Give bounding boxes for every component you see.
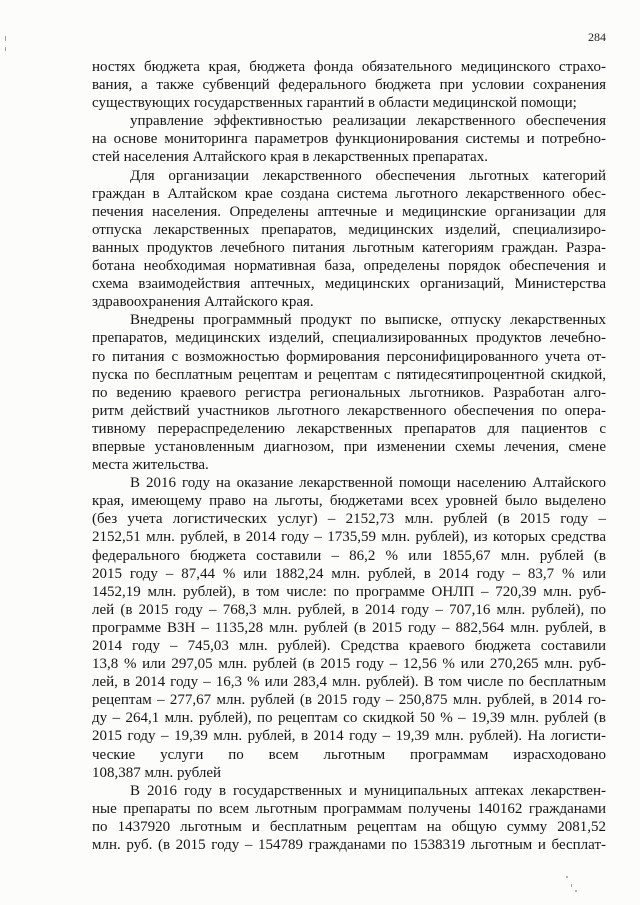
text-line: ду – 264,1 млн. рублей), по рецептам со скидкой 50 % – 19,39 млн. рублей (в — [92, 710, 606, 727]
text-line: 2015 году – 87,44 % или 1882,24 млн. рублей, в 2014 году – 83,7 % или — [92, 565, 606, 582]
text-line: места жительства. — [92, 457, 209, 474]
text-line: стей населения Алтайского края в лекарственных препаратах. — [92, 149, 488, 166]
text-line: 1452,19 млн. рублей), в том числе: по программе ОНЛП – 720,39 млн. руб- — [92, 583, 606, 600]
text-line: 2014 году – 745,03 млн. рублей). Средства краевого бюджета составили — [92, 638, 606, 654]
text-line: пуска по бесплатным рецептам и рецептам с пятидесятипроцентной скидкой, — [92, 366, 606, 383]
scan-speck — [571, 884, 572, 887]
text-line: ные препараты по всем льготным программам получены 140162 гражданами — [92, 800, 606, 817]
text-line: рецептам – 277,67 млн. рублей (в 2015 году – 250,875 млн. рублей, в 2014 го- — [92, 692, 606, 709]
text-line: ботана необходимая нормативная база, определены порядок обеспечения и — [92, 258, 606, 275]
document-body — [92, 58, 606, 854]
text-line: В 2016 году на оказание лекарственной помощи населению Алтайского — [130, 475, 606, 492]
text-line: края, имеющему право на льготы, бюджетами всех уровней было выделено — [92, 493, 606, 510]
text-line: граждан в Алтайском крае создана система льготного лекарственного обес- — [92, 185, 606, 202]
text-line: препаратов, медицинских изделий, специализированных продуктов лечебно- — [92, 330, 606, 347]
text-line: программе ВЗН – 1135,28 млн. рублей (в 2015 году – 882,564 млн. рублей, в — [92, 619, 606, 636]
text-line: печения населения. Определены аптечные и медицинские организации для — [92, 203, 606, 220]
text-line: федерального бюджета составили – 86,2 % или 1855,67 млн. рублей (в — [92, 547, 606, 564]
text-line: по 1437920 льготным и бесплатным рецептам на общую сумму 2081,52 — [92, 818, 606, 835]
text-line: существующих государственных гарантий в области медицинской помощи; — [92, 95, 577, 112]
text-line: 108,387 млн. рублей — [92, 764, 222, 781]
text-line: В 2016 году в государственных и муниципальных аптеках лекарствен- — [130, 782, 606, 799]
text-line: 2015 году – 19,39 млн. рублей, в 2014 году – 19,39 млн. рублей). На логисти- — [92, 728, 606, 745]
paragraph-software — [92, 311, 606, 474]
paragraph-organization — [92, 167, 606, 312]
scan-speck — [575, 890, 577, 892]
scan-speck — [5, 36, 6, 41]
text-line: 2152,51 млн. рублей, в 2014 году – 1735,59 млн. рублей), из которых средства — [92, 529, 606, 546]
page-number: 284 — [588, 30, 606, 44]
paragraph-pharmacies-2016 — [92, 782, 606, 854]
text-line: млн. руб. (в 2015 году – 154789 гражданами по 1538319 льготным и бесплат- — [92, 837, 606, 854]
text-line: тивному перераспределению лекарственных препаратов для пациентов с — [92, 420, 606, 437]
text-line: го питания с возможностью формирования персонифицированного учета от- — [92, 348, 606, 365]
text-line: впервые установленным диагнозом, при изменении схемы лечения, смене — [92, 438, 606, 455]
text-line: на основе мониторинга параметров функционирования системы и потребно- — [92, 131, 606, 148]
text-line: лей, в 2014 году – 16,3 % или 283,4 млн. рублей). В том числе по бесплатным — [92, 674, 606, 691]
paragraph-management — [92, 112, 606, 166]
text-line: Для организации лекарственного обеспечения льготных категорий — [130, 167, 606, 184]
paragraph-funding-2016 — [92, 474, 606, 782]
text-line: (без учета логистических услуг) – 2152,73 млн. рублей (в 2015 году – — [92, 511, 606, 528]
text-line: Внедрены программный продукт по выписке, отпуску лекарственных — [130, 312, 606, 329]
scan-speck — [566, 876, 568, 878]
text-line: по ведению краевого регистра региональных льготников. Разработан алго- — [92, 384, 606, 401]
paragraph-budget-sources — [92, 58, 606, 112]
text-line: управление эффективностью реализации лекарственного обеспечения — [130, 113, 606, 130]
text-line: схема взаимодействия аптечных, медицинских организаций, Министерства — [92, 276, 606, 293]
text-line: ческие услуги по всем льготным программам израсходовано — [92, 746, 606, 763]
text-line: ванных продуктов лечебного питания льготным категориям граждан. Разра- — [92, 239, 606, 256]
text-line: здравоохранения Алтайского края. — [92, 294, 314, 311]
text-line: ностях бюджета края, бюджета фонда обязательного медицинского страхо- — [92, 59, 606, 75]
text-line: отпуска лекарственных препаратов, медицинских изделий, специализиро- — [92, 221, 606, 238]
text-line: 13,8 % или 297,05 млн. рублей (в 2015 году – 12,56 % или 270,265 млн. руб- — [92, 656, 606, 673]
scan-speck — [5, 47, 6, 51]
text-line: лей (в 2015 году – 768,3 млн. рублей, в 2014 году – 707,16 млн. рублей), по — [92, 601, 606, 618]
text-line: вания, а также субвенций федерального бюджета при условии сохранения — [92, 77, 606, 94]
text-line: ритм действий участников льготного лекарственного обеспечения по опера- — [92, 402, 606, 419]
